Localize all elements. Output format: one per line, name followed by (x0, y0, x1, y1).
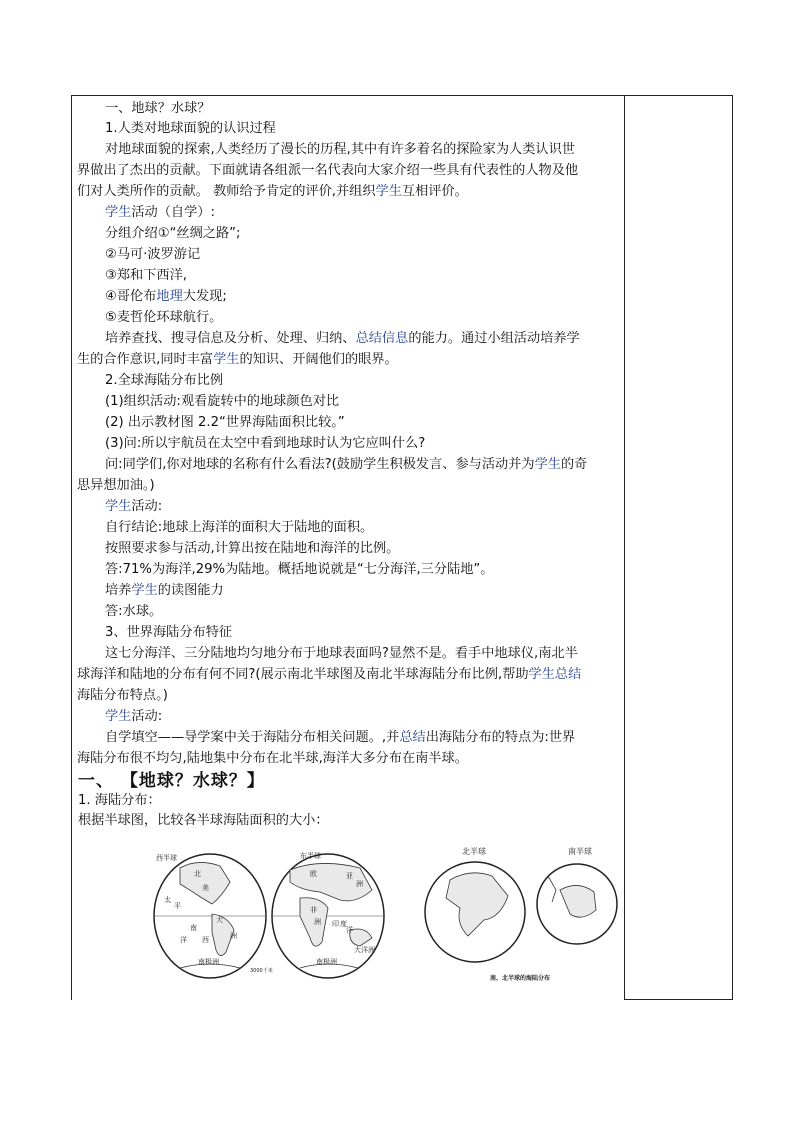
activity-suffix: 活动（自学）: (131, 205, 215, 220)
ask-tail: 的奇 (560, 457, 588, 472)
keyword-student: 学生 (375, 184, 402, 199)
question-1: (1)组织活动:观看旋转中的地球颜色对比 (105, 394, 340, 409)
ask-line-1 (77, 455, 622, 474)
list-intro: 分组介绍①“丝绸之路”; (105, 226, 241, 241)
east-map-label: 洲 (314, 918, 321, 926)
east-map-label: 东半球 (300, 852, 321, 860)
figure-caption: 南、北半球的海陆分布 (490, 975, 551, 982)
list-item-magellan: ⑤麦哲伦环球航行。 (105, 310, 223, 325)
intro-line-3-tail: 互相评价。 (401, 184, 468, 199)
question-2: (2) 出示教材图 2.2“世界海陆面积比较。” (105, 415, 345, 430)
training-tail-2: 的知识、开阔他们的眼界。 (239, 352, 398, 367)
east-map-label: 洋 (346, 926, 353, 934)
west-map-label: 西 (202, 936, 209, 944)
keyword-student-summary: 学生总结 (528, 667, 582, 682)
compute-line: 按照要求参与活动,计算出按在陆地和海洋的比例。 (105, 541, 400, 556)
distribution-line-1: 这七分海洋、三分陆地均匀地分布于地球表面吗?显然不是。看手中地球仪,南北半 (105, 646, 578, 661)
fill-line-2: 海陆分布很不均匀,陆地集中分布在北半球,海洋大多分布在南半球。 (77, 751, 468, 766)
north-hemisphere-title: 北半球 (462, 847, 486, 856)
east-map-label: 印 (332, 920, 339, 928)
keyword-student: 学生 (105, 709, 132, 724)
intro-line-2: 界做出了杰出的贡献。下面就请各组派一名代表向大家介绍一些具有代表性的人物及他 (77, 163, 579, 178)
training-text-2: 生的合作意识,同时丰富 (77, 352, 214, 367)
west-map-label: 西半球 (156, 854, 177, 862)
east-map-label: 亚 (346, 872, 353, 880)
west-map-label: 南 (190, 924, 197, 932)
west-map-label: 洲 (230, 932, 237, 940)
answer-water-ball: 答:水球。 (105, 604, 163, 619)
ask-text: 问:同学们,你对地球的名称有什么看法?(鼓励学生积极发言、参与活动并为 (105, 457, 535, 472)
columbus-tail: 大发现; (182, 289, 227, 304)
east-map-label: 非 (310, 906, 317, 914)
table-top-border (71, 95, 733, 96)
activity-label-line-3 (77, 707, 622, 726)
east-map-label: 欧 (310, 870, 317, 878)
east-west-hemisphere-map (150, 846, 390, 986)
subheading-3: 3、世界海陆分布特征 (105, 625, 233, 640)
reading-text: 培养 (105, 583, 132, 598)
east-map-label: 洲 (356, 880, 363, 888)
distribution-line-3: 海陆分布特点。) (77, 688, 168, 703)
worksheet-heading: 一、 【地球？水球？】 (78, 771, 265, 791)
west-map-label: 平 (174, 902, 181, 910)
fill-text: 自学填空——导学案中关于海陆分布相关问题。,并 (105, 730, 400, 745)
activity-suffix: 活动: (131, 709, 163, 724)
west-map-label: 美 (202, 884, 209, 892)
worksheet-instruction: 根据半球图，比较各半球海陆面积的大小： (78, 813, 329, 828)
table-bottom-border (624, 999, 733, 1000)
west-map-label: 大 (216, 916, 223, 924)
keyword-student: 学生 (105, 499, 132, 514)
training-tail: 的能力。通过小组活动培养学 (408, 331, 580, 346)
columbus-text: ④哥伦布 (105, 289, 157, 304)
activity-suffix: 活动: (131, 499, 163, 514)
keyword-student: 学生 (131, 583, 158, 598)
list-item-zheng-he: ③郑和下西洋, (105, 268, 187, 283)
keyword-summary: 总结信息 (355, 331, 409, 346)
intro-line-1: 对地球面貌的探索,人类经历了漫长的历程,其中有许多着名的探险家为人类认识世 (105, 142, 575, 157)
subheading-2: 2.全球海陆分布比例 (105, 373, 224, 388)
activity-label-line-2 (77, 497, 622, 516)
worksheet-item-1: 1. 海陆分布： (78, 793, 161, 808)
keyword-student: 学生 (213, 352, 240, 367)
table-left-border (71, 95, 72, 1000)
keyword-student: 学生 (105, 205, 132, 220)
conclusion-line: 自行结论:地球上海洋的面积大于陆地的面积。 (105, 520, 374, 535)
section-heading: 一、地球？水球？ (105, 101, 211, 116)
list-item-columbus (77, 287, 622, 306)
scale-label: 3000千米 (250, 968, 273, 974)
ask-line-2: 思异想加油。) (77, 478, 155, 493)
east-map-label: 大洋洲 (354, 946, 375, 954)
keyword-summary: 总结 (399, 730, 426, 745)
table-right-border (732, 95, 733, 1000)
reading-ability-line (77, 581, 622, 600)
answer-line: 答:71%为海洋,29%为陆地。概括地说就是“七分海洋,三分陆地”。 (105, 562, 494, 577)
intro-line-3 (77, 182, 622, 201)
intro-line-3-text: 们对人类所作的贡献。 教师给予肯定的评价,并组织 (77, 184, 376, 199)
west-map-label: 太 (164, 896, 171, 904)
table-column-divider (624, 95, 625, 1000)
fill-tail: 出海陆分布的特点为:世界 (425, 730, 576, 745)
list-item-marco-polo: ②马可·波罗游记 (105, 247, 201, 262)
activity-label-line (77, 203, 622, 222)
west-map-label: 南极洲 (198, 958, 219, 966)
east-map-label: 南极洲 (316, 958, 337, 966)
distribution-line-2 (77, 665, 622, 684)
distribution-text: 球海洋和陆地的分布有何不同?(展示南北半球图及南北半球海陆分布比例,帮助 (77, 667, 529, 682)
training-line-1 (77, 329, 622, 348)
keyword-student: 学生 (534, 457, 561, 472)
west-map-label: 北 (194, 870, 201, 878)
west-map-label: 洋 (180, 936, 187, 944)
subheading-1: 1.人类对地球面貌的认识过程 (105, 121, 276, 136)
east-map-label: 度 (340, 920, 347, 928)
keyword-geography: 地理 (156, 289, 183, 304)
south-hemisphere-title: 南半球 (568, 847, 592, 856)
training-text: 培养查找、搜寻信息及分析、处理、归纳、 (105, 331, 356, 346)
fill-line-1 (77, 728, 622, 747)
question-3: (3)问:所以宇航员在太空中看到地球时认为它应叫什么? (105, 436, 426, 451)
north-south-hemisphere-map (420, 840, 620, 990)
training-line-2 (77, 350, 622, 369)
reading-tail: 的读图能力 (157, 583, 224, 598)
